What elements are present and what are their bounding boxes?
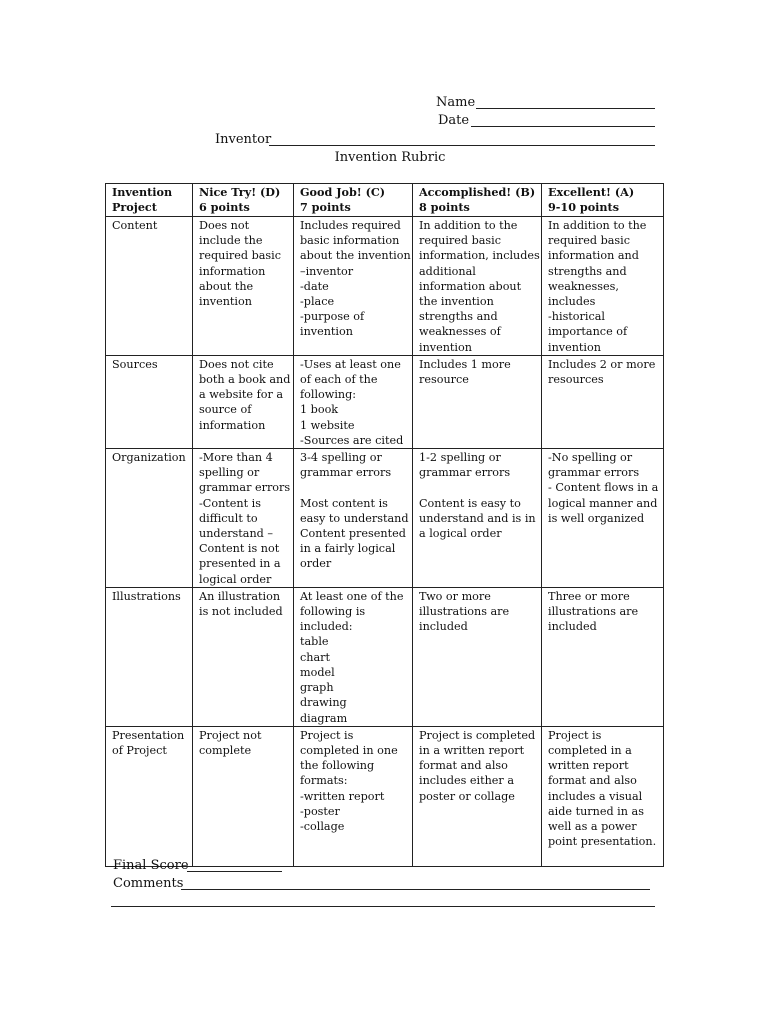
cell-line: -Uses at least one (300, 357, 401, 371)
cell-line: Content is not (199, 542, 280, 556)
cell-line: Nice Try! (D) (199, 185, 281, 199)
criteria-cell (193, 726, 294, 866)
criteria-cell (542, 217, 664, 356)
cell-line: includes (548, 295, 596, 309)
cell-line: -historical (548, 310, 605, 324)
cell-line: 1 website (300, 418, 355, 432)
cell-line: aide turned in as (548, 804, 644, 818)
inventor-label: Inventor (215, 132, 272, 147)
cell-line: -Sources are cited (300, 433, 404, 447)
column-header (193, 184, 294, 217)
criteria-cell (542, 726, 664, 866)
cell-line: -date (300, 279, 329, 293)
cell-line: information and (548, 249, 639, 263)
cell-line: 6 points (199, 200, 250, 215)
cell-line: At least one of the (300, 589, 404, 603)
cell-line: Includes required (300, 219, 401, 232)
cell-line: logical order (199, 572, 272, 586)
cell-line: invention (419, 340, 472, 354)
cell-line: following: (300, 388, 357, 402)
criteria-cell (542, 587, 664, 726)
cell-line: information (199, 418, 266, 432)
cell-line: grammar errors (199, 481, 291, 495)
cell-line: of each of the (300, 373, 378, 387)
cell-line: -Content is (199, 496, 261, 510)
inventor-field[interactable] (269, 145, 655, 146)
cell-line: Project is (300, 728, 354, 742)
cell-line: the following (300, 759, 375, 773)
cell-line: grammar errors (548, 466, 640, 480)
cell-line: is not included (199, 605, 283, 619)
column-header (413, 184, 542, 217)
rubric-table (105, 183, 664, 867)
cell-line: additional (419, 264, 476, 278)
cell-line: following is (300, 605, 366, 619)
cell-line: -place (300, 295, 335, 309)
row-category (106, 726, 193, 866)
cell-line: Does not cite (199, 357, 274, 371)
cell-line: includes either a (419, 774, 515, 788)
cell-line: Does not (199, 219, 250, 232)
criteria-cell (294, 217, 413, 356)
cell-line: is well organized (548, 511, 645, 525)
name-field[interactable] (476, 108, 655, 109)
cell-line: Good Job! (C) (300, 185, 386, 199)
cell-line: required basic (199, 249, 282, 263)
criteria-cell (542, 355, 664, 448)
cell-line: Project (112, 200, 157, 215)
criteria-cell (193, 587, 294, 726)
cell-line: resources (548, 373, 604, 387)
comments-field-line-2[interactable] (111, 906, 655, 907)
cell-line: illustrations are (548, 605, 639, 619)
criteria-cell (413, 587, 542, 726)
cell-line: grammar errors (300, 466, 392, 480)
comments-label: Comments (113, 876, 184, 891)
cell-line: 8 points (419, 200, 470, 215)
cell-line: a website for a (199, 388, 284, 402)
cell-line: includes a visual (548, 789, 643, 803)
cell-line: grammar errors (419, 466, 511, 480)
cell-line: well as a power (548, 819, 637, 833)
cell-line: An illustration (199, 589, 281, 603)
column-header (294, 184, 413, 217)
table-header-row (106, 184, 664, 217)
cell-line: Content is easy to (419, 496, 521, 510)
cell-line: Project is (548, 728, 602, 742)
cell-line (300, 480, 406, 495)
cell-line: strengths and (548, 264, 627, 278)
cell-line: Accomplished! (B) (419, 185, 536, 199)
cell-line: model (300, 665, 335, 679)
criteria-cell (193, 449, 294, 588)
document-title: Invention Rubric (334, 150, 446, 165)
cell-line: 3-4 spelling or (300, 451, 382, 465)
cell-line: drawing (300, 696, 347, 710)
cell-line: 7 points (300, 200, 351, 215)
cell-line: required basic (548, 234, 631, 248)
cell-line: - Content flows in a (548, 481, 659, 495)
cell-line: Two or more (419, 589, 491, 603)
name-label: Name (436, 95, 476, 110)
cell-line: -poster (300, 804, 340, 818)
cell-line: Most content is (300, 496, 388, 510)
cell-line: information, includes (419, 249, 540, 263)
criteria-cell (294, 355, 413, 448)
row-category (106, 217, 193, 356)
table-row (106, 449, 664, 588)
cell-line: Content (112, 219, 158, 232)
cell-line: In addition to the (419, 219, 518, 232)
cell-line: weaknesses of (419, 325, 501, 339)
cell-line: Organization (112, 451, 186, 465)
row-category (106, 449, 193, 588)
cell-line: understand and is in (419, 511, 536, 525)
criteria-cell (193, 217, 294, 356)
cell-line: formats: (300, 774, 348, 788)
criteria-cell (413, 355, 542, 448)
cell-line: of Project (112, 743, 167, 757)
cell-line: a logical order (419, 527, 502, 541)
cell-line: point presentation. (548, 835, 657, 849)
criteria-cell (413, 449, 542, 588)
cell-line: Project is completed (419, 728, 536, 742)
row-category (106, 355, 193, 448)
final-score-field[interactable] (187, 871, 282, 872)
comments-field-line-1[interactable] (181, 889, 650, 890)
cell-line: the invention (419, 295, 494, 309)
cell-line: 9-10 points (548, 200, 620, 215)
cell-line: Invention (112, 185, 173, 199)
cell-line: about the (199, 279, 254, 293)
cell-line: basic information (300, 234, 400, 248)
table-row (106, 587, 664, 726)
cell-line: -More than 4 (199, 451, 273, 465)
cell-line: diagram (300, 711, 348, 725)
table-row (106, 355, 664, 448)
cell-line: completed in a (548, 743, 632, 757)
cell-line: Includes 2 or more (548, 357, 656, 371)
table-row (106, 726, 664, 866)
cell-line: spelling or (199, 466, 260, 480)
cell-line: Presentation (112, 728, 185, 742)
cell-line: understand – (199, 527, 273, 541)
cell-line: 1 book (300, 403, 339, 417)
cell-line: Illustrations (112, 589, 181, 603)
criteria-cell (413, 217, 542, 356)
cell-line: difficult to (199, 511, 258, 525)
cell-line: required basic (419, 234, 502, 248)
cell-line: Project not (199, 728, 262, 742)
cell-line: about the invention (300, 249, 411, 263)
cell-line (419, 480, 535, 495)
cell-line: in a fairly logical (300, 542, 396, 556)
cell-line: information about (419, 279, 522, 293)
cell-line: format and also (548, 774, 637, 788)
cell-line: included (419, 620, 468, 634)
cell-line: Three or more (548, 589, 630, 603)
cell-line: importance of (548, 325, 628, 339)
cell-line: poster or collage (419, 789, 515, 803)
cell-line: included (548, 620, 597, 634)
cell-line: table (300, 635, 329, 649)
cell-line: in a written report (419, 743, 525, 757)
cell-line: both a book and (199, 373, 291, 387)
cell-line: graph (300, 681, 334, 695)
cell-line: -No spelling or (548, 451, 633, 465)
cell-line: invention (548, 340, 601, 354)
cell-line: strengths and (419, 310, 498, 324)
cell-line: include the (199, 234, 263, 248)
row-category (106, 587, 193, 726)
date-field[interactable] (471, 126, 655, 127)
cell-line: invention (199, 295, 252, 309)
date-label: Date (438, 113, 470, 128)
cell-line: -collage (300, 819, 345, 833)
cell-line: Content presented (300, 527, 406, 541)
cell-line: complete (199, 743, 252, 757)
final-score-label: Final Score (113, 858, 189, 873)
cell-line: completed in one (300, 743, 398, 757)
table-row (106, 217, 664, 356)
cell-line: 1-2 spelling or (419, 451, 501, 465)
criteria-cell (294, 449, 413, 588)
column-header (106, 184, 193, 217)
cell-line: information (199, 264, 266, 278)
cell-line: order (300, 557, 332, 571)
cell-line: -purpose of (300, 310, 365, 324)
cell-line: source of (199, 403, 252, 417)
cell-line: resource (419, 373, 469, 387)
cell-line: Sources (112, 357, 158, 371)
cell-line: –inventor (300, 264, 354, 278)
cell-line: chart (300, 650, 330, 664)
cell-line: presented in a (199, 557, 281, 571)
cell-line: illustrations are (419, 605, 510, 619)
cell-line: logical manner and (548, 496, 658, 510)
cell-line: easy to understand (300, 511, 409, 525)
cell-line: format and also (419, 759, 508, 773)
cell-line: weaknesses, (548, 279, 619, 293)
cell-line: written report (548, 759, 629, 773)
criteria-cell (542, 449, 664, 588)
cell-line: Excellent! (A) (548, 185, 635, 199)
cell-line: included: (300, 620, 353, 634)
cell-line: Includes 1 more (419, 357, 511, 371)
cell-line: In addition to the (548, 219, 647, 232)
criteria-cell (294, 726, 413, 866)
criteria-cell (193, 355, 294, 448)
criteria-cell (294, 587, 413, 726)
cell-line: -written report (300, 789, 385, 803)
cell-line: invention (300, 325, 353, 339)
column-header (542, 184, 664, 217)
criteria-cell (413, 726, 542, 866)
